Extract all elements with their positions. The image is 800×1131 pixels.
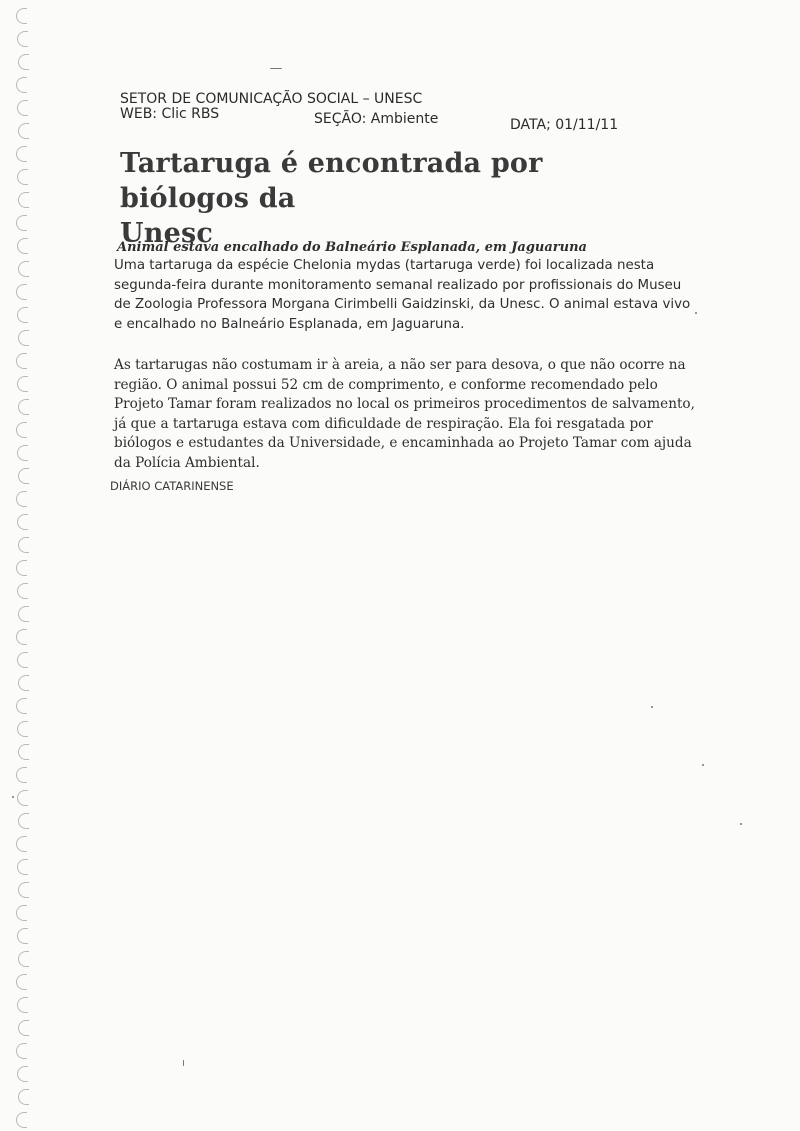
paragraph-line: já que a tartaruga estava com dificuldade de respiração. Ela foi resgatada por [114,415,653,432]
article-source: DIÁRIO CATARINENSE [110,479,234,493]
binder-hole [17,307,28,323]
paragraph-line: Projeto Tamar foram realizados no local os primeiros procedimentos de salvamento, [114,396,695,412]
binder-hole [18,468,29,484]
paragraph-line: As tartarugas não costumam ir à areia, a não ser para desova, o que não ocorre na [114,357,686,373]
binder-hole [16,77,27,93]
headline-line: Tartaruga é encontrada por biólogos da [120,148,543,214]
date-label: DATA; 01/11/11 [510,117,619,133]
binder-hole [16,629,27,645]
scan-speck [651,706,653,708]
article-paragraph-2 [114,356,704,473]
binder-hole [18,54,29,70]
binder-hole [18,537,29,553]
binder-hole [18,882,29,898]
binder-hole [17,583,28,599]
binder-hole [17,652,28,668]
scan-speck [183,1060,184,1066]
paragraph-line: e encalhado no Balneário Esplanada, em Jaguaruna. [114,316,465,332]
binder-hole [17,445,28,461]
binder-hole [18,744,29,760]
binder-hole [17,928,28,944]
binder-hole [17,376,28,392]
binder-hole [16,974,27,990]
binder-hole [17,859,28,875]
binder-hole [17,514,28,530]
article-headline [120,146,680,251]
paragraph-line: de Zoologia Professora Morgana Cirimbelli Gaidzinski, da Unesc. O animal estava vivo [114,297,691,312]
binder-hole [16,560,27,576]
web-source-label: WEB: Clic RBS [120,106,220,122]
binder-hole [16,767,27,783]
scan-speck [270,68,282,69]
binder-hole [18,606,29,622]
binder-hole [16,491,27,507]
binder-hole [16,836,27,852]
binder-hole [18,192,29,208]
binder-hole [18,1020,29,1036]
binder-hole [16,698,27,714]
binder-hole [17,100,28,116]
binder-hole [17,31,28,47]
paragraph-line: biólogos e estudantes da Universidade, e encaminhada ao Projeto Tamar com ajuda [114,435,692,451]
scan-speck [740,823,742,825]
binder-hole [17,790,28,806]
scan-speck [702,764,704,766]
headline-line: Unesc [120,218,213,249]
article-paragraph-1 [114,256,704,334]
binder-hole [18,675,29,691]
binder-hole [16,1043,27,1059]
binder-hole [18,1089,29,1105]
binder-hole [17,169,28,185]
binder-hole [16,215,27,231]
binder-hole [16,422,27,438]
paragraph-line: Uma tartaruga da espécie Chelonia mydas (tartaruga verde) foi localizada nesta [114,258,655,273]
binder-hole [17,721,28,737]
binder-hole [18,330,29,346]
binder-hole [17,1066,28,1082]
binder-hole [18,951,29,967]
binder-hole [16,1112,27,1128]
paragraph-line: segunda-feira durante monitoramento semanal realizado por profissionais do Museu [114,277,682,293]
scan-speck [12,796,14,798]
binder-hole [18,813,29,829]
binder-hole [16,8,27,24]
binder-hole [17,238,28,254]
binder-hole [17,997,28,1013]
sector-label: SETOR DE COMUNICAÇÃO SOCIAL – UNESC [120,91,423,107]
binder-hole [18,399,29,415]
binder-hole [18,123,29,139]
binder-hole [16,905,27,921]
binder-hole [16,284,27,300]
paragraph-line: região. O animal possui 52 cm de comprimento, e conforme recomendado pelo [114,376,658,393]
article-subheadline: Animal estava encalhado do Balneário Esplanada, em Jaguaruna [117,240,587,255]
section-label: SEÇÃO: Ambiente [314,111,439,127]
binder-hole [16,353,27,369]
binder-hole [18,261,29,277]
paragraph-line: da Polícia Ambiental. [114,454,260,471]
binder-hole [16,146,27,162]
